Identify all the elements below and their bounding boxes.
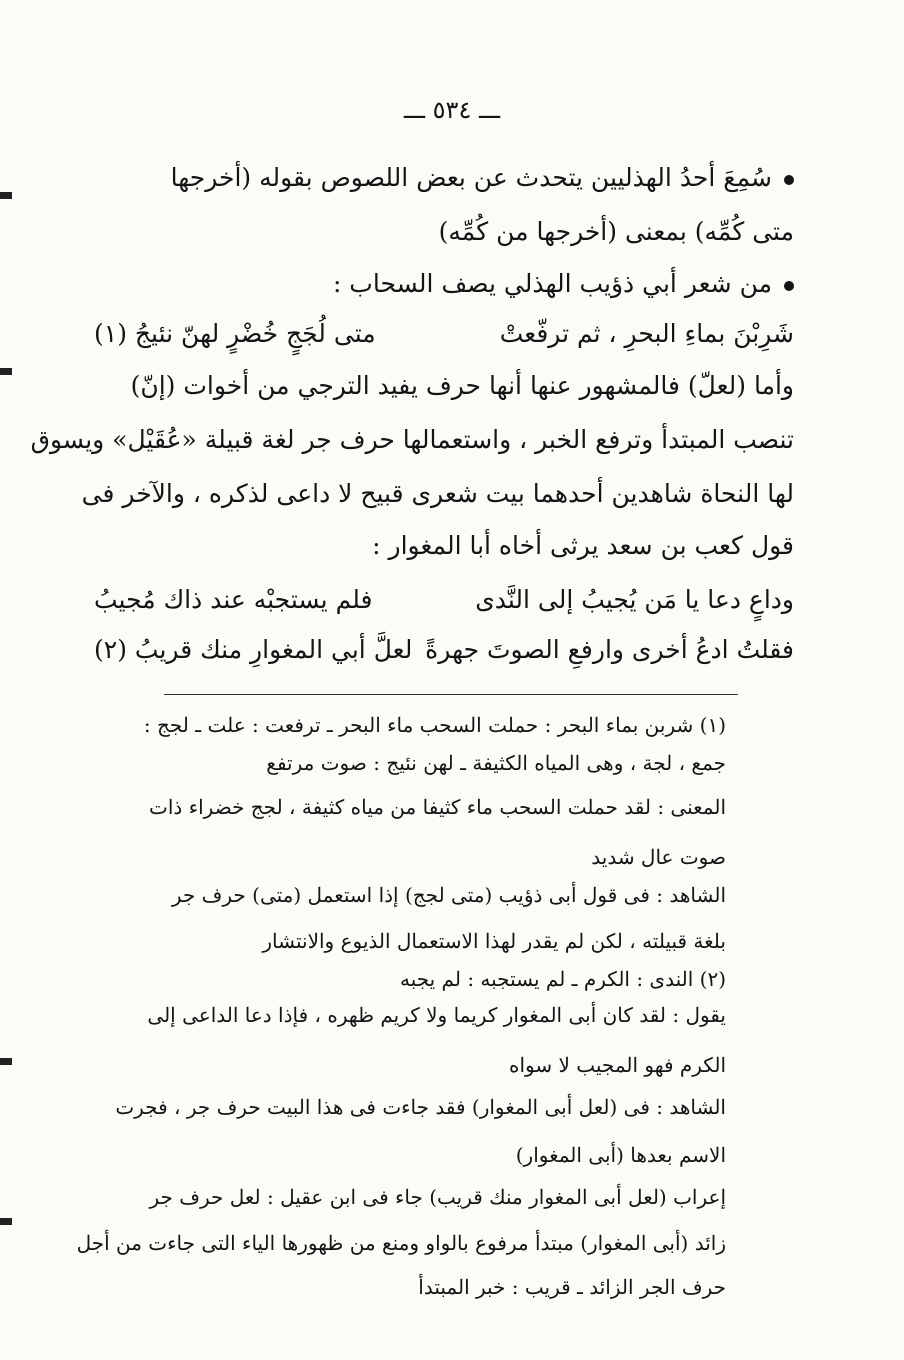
- body-line: متى كُمِّه) بمعنى (أخرجها من كُمِّه): [438, 217, 794, 246]
- footnote-divider: [164, 694, 738, 695]
- footnote-line: الكرم فهو المجيب لا سواه: [509, 1053, 726, 1077]
- body-line: وأما (لعلّ) فالمشهور عنها أنها حرف يفيد الترجي من أخوات (إنّ): [130, 371, 794, 400]
- verse-first-hemistich: وداعٍ دعا يا مَن يُجيبُ إلى النَّدى: [475, 585, 794, 614]
- verse-first-hemistich: فقلتُ ادعُ أخرى وارفعِ الصوتَ جهرةً: [425, 635, 794, 664]
- scan-edge-mark: [0, 368, 12, 375]
- footnote-line: الشاهد : فى قول أبى ذؤيب (متى لجج) إذا استعمل (متى) حرف جر: [171, 883, 726, 907]
- verse-second-hemistich: لعلَّ أبي المغوارِ منك قريبُ (٢): [94, 635, 413, 664]
- footnote-line: الشاهد : فى (لعل أبى المغوار) فقد جاءت فى هذا البيت حرف جر ، فجرت: [115, 1095, 726, 1119]
- footnote-line: زائد (أبى المغوار) مبتدأ مرفوع بالواو ومنع من ظهورها الياء التى جاءت من أجل: [76, 1231, 726, 1255]
- footnote-line: حرف الجر الزائد ـ قريب : خبر المبتدأ: [418, 1275, 726, 1299]
- verse-second-hemistich: فلم يستجبْه عند ذاك مُجيبُ: [94, 585, 373, 614]
- body-line: قول كعب بن سعد يرثى أخاه أبا المغوار :: [372, 531, 794, 560]
- footnote-line: جمع ، لجة ، وهى المياه الكثيفة ـ لهن نئيج : صوت مرتفع: [266, 751, 726, 775]
- scan-edge-mark: [0, 1218, 12, 1225]
- scan-edge-mark: [0, 192, 12, 199]
- body-line: لها النحاة شاهدين أحدهما بيت شعرى قبيح لا داعى لذكره ، والآخر فى: [81, 479, 794, 508]
- footnote-line: يقول : لقد كان أبى المغوار كريما ولا كريم ظهره ، فإذا دعا الداعى إلى: [147, 1003, 726, 1027]
- footnote-line: (١) شربن بماء البحر : حملت السحب ماء البحر ـ ترفعت : علت ـ لجج :: [143, 713, 726, 737]
- poem-verse: [94, 630, 794, 670]
- verse-second-hemistich: متى لُجَجٍ خُضْرٍ لهنّ نئيجُ (١): [94, 319, 376, 348]
- body-line: من شعر أبي ذؤيب الهذلي يصف السحاب :: [94, 264, 794, 304]
- footnote-line: المعنى : لقد حملت السحب ماء كثيفا من مياه كثيفة ، لجج خضراء ذات: [149, 795, 726, 819]
- poem-verse: [94, 314, 794, 354]
- footnote-line: بلغة قبيلته ، لكن لم يقدر لهذا الاستعمال الذيوع والانتشار: [262, 929, 726, 953]
- footnote-line: (٢) الندى : الكرم ـ لم يستجبه : لم يجبه: [399, 967, 726, 991]
- body-line: تنصب المبتدأ وترفع الخبر ، واستعمالها حرف جر لغة قبيلة «عُقَيْل» ويسوق: [30, 425, 794, 454]
- bullet-icon: [784, 281, 794, 291]
- footnote-line: صوت عال شديد: [591, 845, 726, 869]
- bullet-icon: [784, 175, 794, 185]
- footnote-line: إعراب (لعل أبى المغوار منك قريب) جاء فى ابن عقيل : لعل حرف جر: [149, 1185, 726, 1209]
- poem-verse: [94, 580, 794, 620]
- page-number: ـــ ٥٣٤ ـــ: [403, 96, 501, 124]
- verse-first-hemistich: شَرِبْنَ بماءِ البحرِ ، ثم ترفّعتْ: [499, 319, 794, 348]
- scan-edge-mark: [0, 1058, 12, 1065]
- body-line: سُمِعَ أحدُ الهذليين يتحدث عن بعض اللصوص بقوله (أخرجها: [94, 158, 794, 198]
- footnote-line: الاسم بعدها (أبى المغوار): [515, 1143, 726, 1167]
